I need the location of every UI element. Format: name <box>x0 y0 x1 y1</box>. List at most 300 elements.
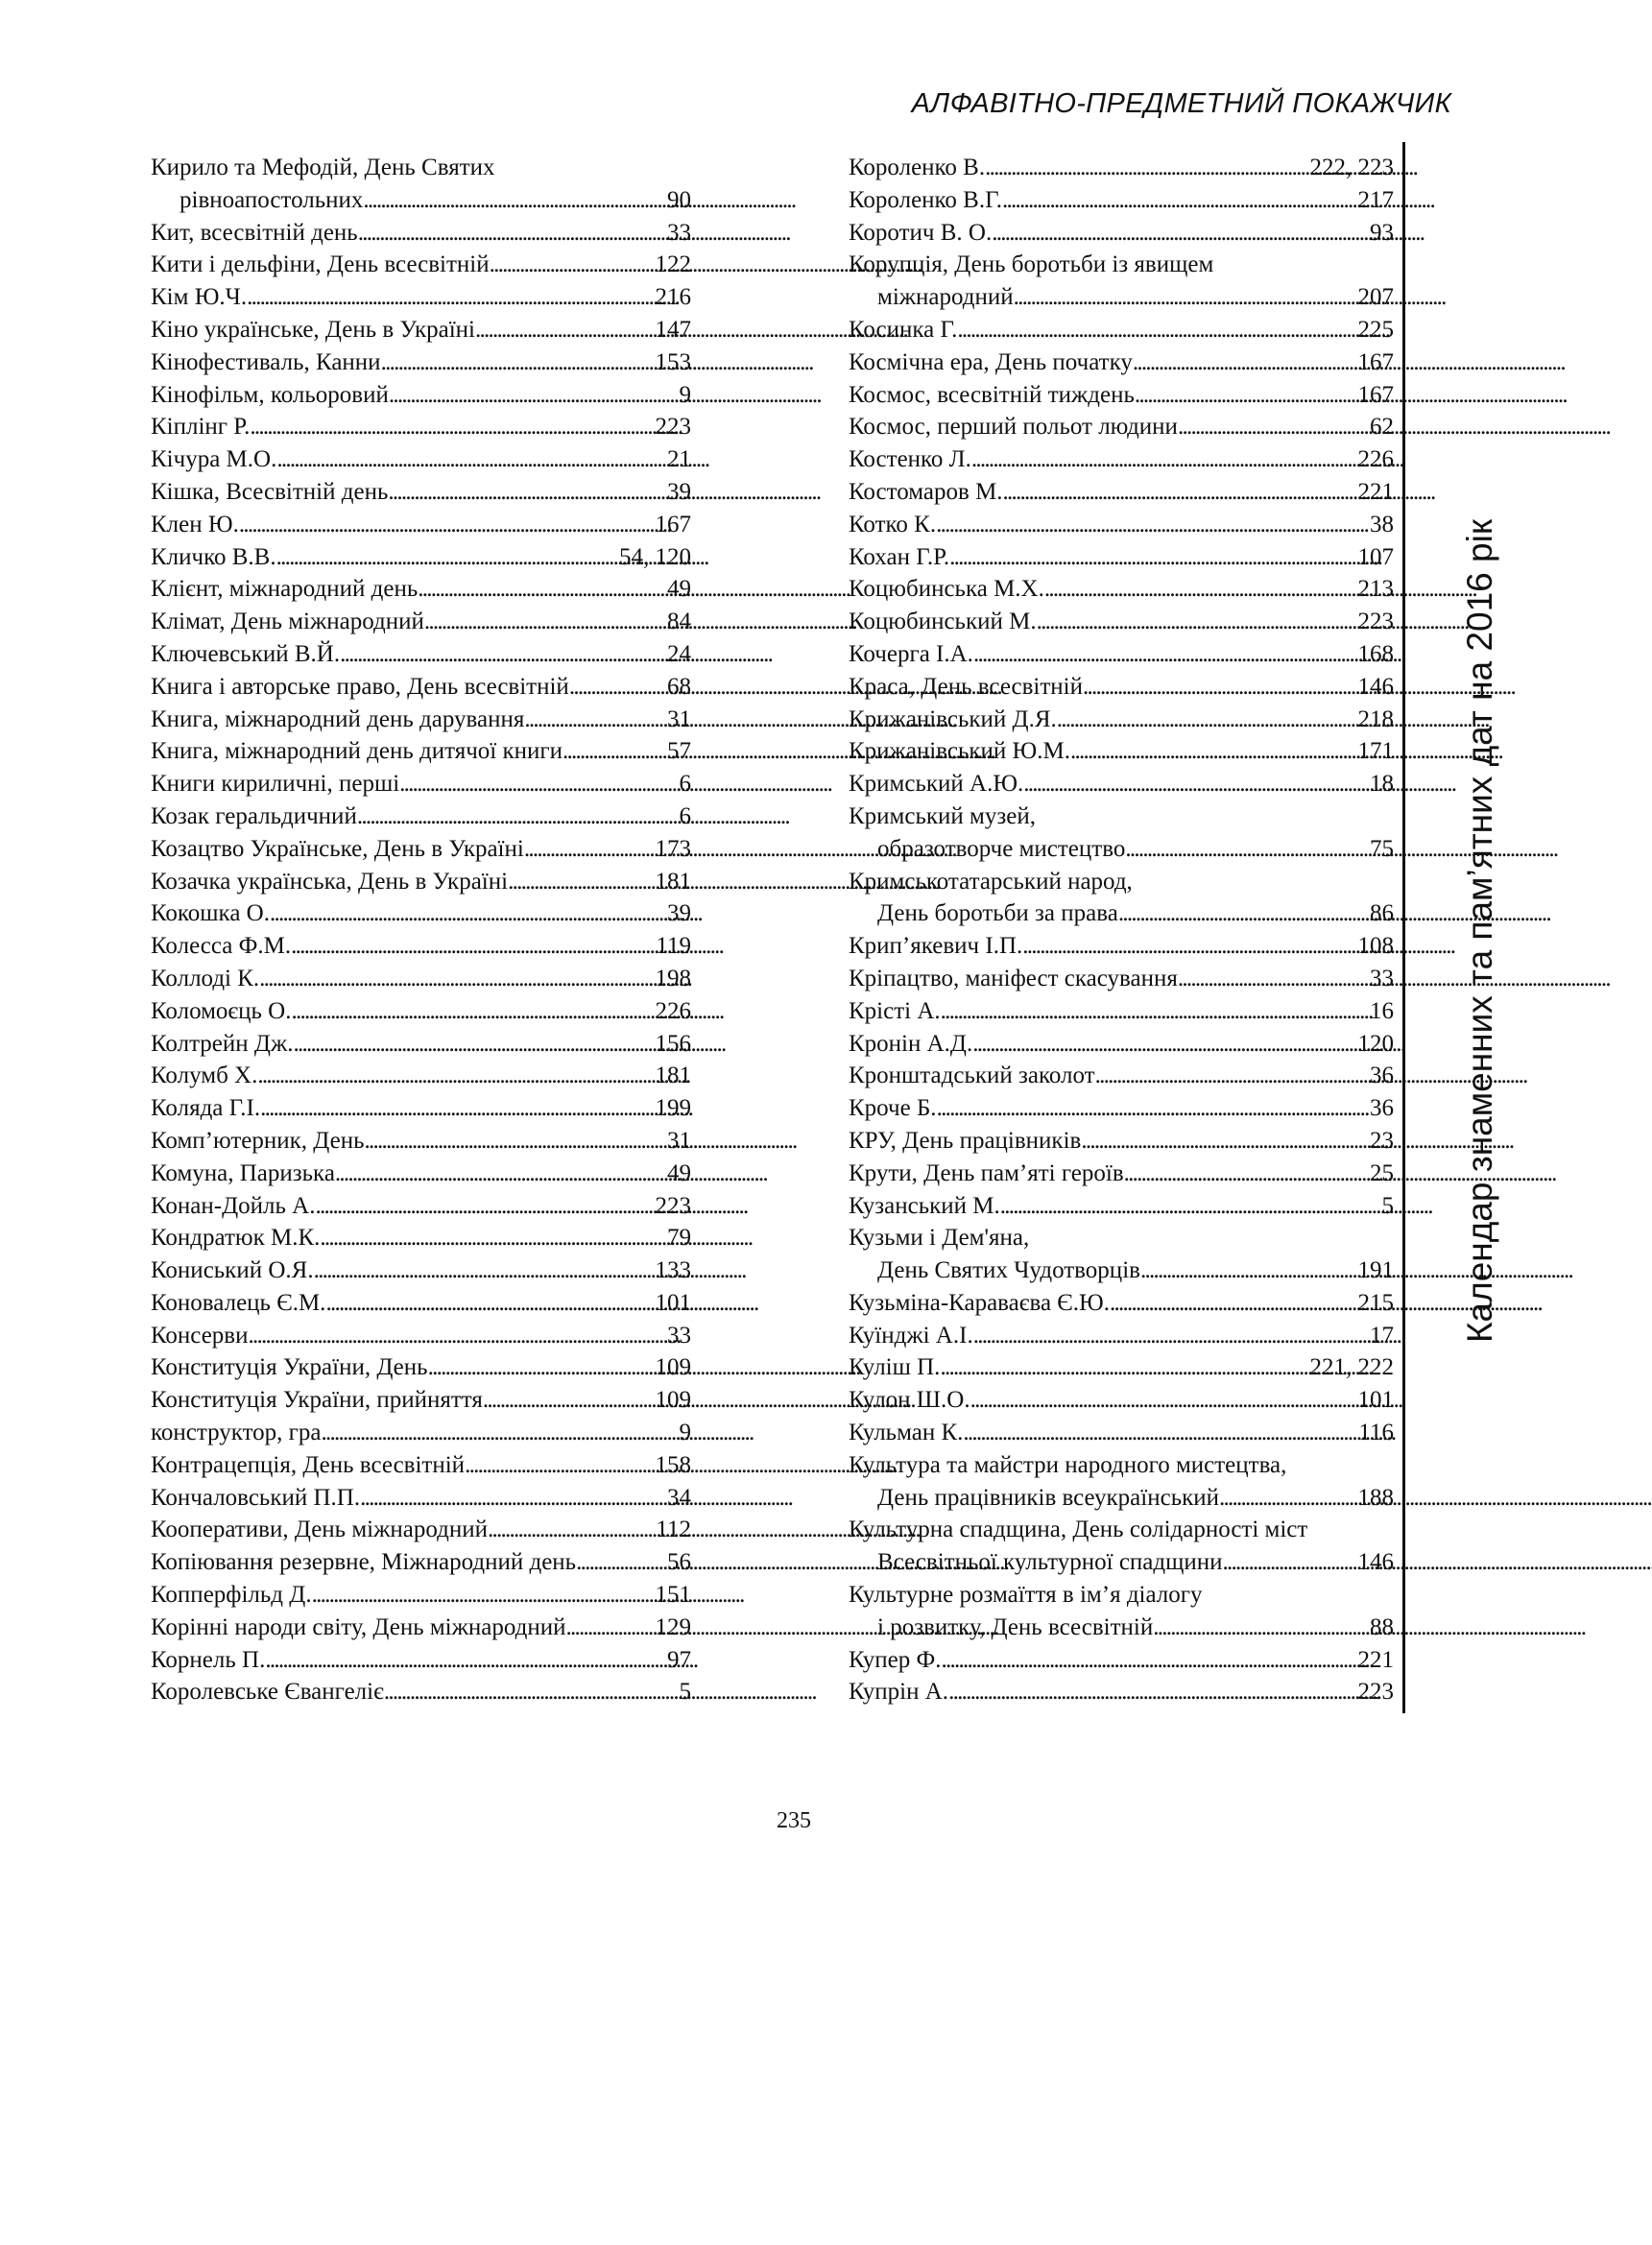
index-entry <box>151 443 691 476</box>
index-entry <box>849 735 1394 768</box>
index-entry-row <box>849 897 1394 930</box>
index-entry-term: Колтрейн Дж. <box>151 1030 294 1057</box>
index-entry <box>151 411 691 443</box>
dot-leader <box>363 184 667 217</box>
dot-leader <box>1140 1254 1358 1287</box>
index-entry-row <box>151 217 691 250</box>
index-entry-page: 147 <box>655 316 691 343</box>
dot-leader <box>418 573 667 606</box>
index-entry-term: Кити і дельфіни, День всесвітній <box>151 251 490 278</box>
index-entry <box>849 249 1394 314</box>
index-entry-row <box>849 346 1394 379</box>
index-entry-row <box>849 314 1394 346</box>
index-entry <box>151 897 691 930</box>
index-entry <box>849 1028 1394 1061</box>
dot-leader <box>315 1190 655 1223</box>
index-entry-row <box>151 1644 691 1677</box>
dot-leader <box>322 1417 680 1449</box>
index-entry-page: 54, 120 <box>619 543 691 570</box>
index-entry-term: Космічна ера, День початку <box>849 348 1133 375</box>
index-entry-term: Кузанський М. <box>849 1192 1000 1219</box>
index-entry-page: 167 <box>1357 348 1394 375</box>
index-entry-term: Кокошка О. <box>151 900 270 927</box>
index-entry-row <box>151 281 691 314</box>
index-entry <box>849 1320 1394 1352</box>
index-entry-row <box>151 411 691 443</box>
dot-leader <box>424 606 667 638</box>
index-entry-row <box>849 1158 1394 1190</box>
running-header: АЛФАВІТНО-ПРЕДМЕТНИЙ ПОКАЖЧИК <box>911 88 1451 119</box>
dot-leader <box>250 411 655 443</box>
index-entry-page: 88 <box>1370 1613 1394 1640</box>
index-entry-page: 36 <box>1370 1063 1394 1089</box>
index-entry <box>151 1092 691 1125</box>
dot-leader <box>1178 411 1370 443</box>
index-entry-term: Копперфільд Д. <box>151 1582 312 1609</box>
index-entry <box>849 1514 1394 1579</box>
dot-leader <box>294 1028 656 1061</box>
index-entry-term: Книга і авторське право, День всесвітній <box>151 673 569 700</box>
index-entry-row <box>151 1546 691 1579</box>
index-entry <box>151 1546 691 1579</box>
index-entry <box>849 606 1394 638</box>
index-entry-row <box>151 606 691 638</box>
index-entry-page: 101 <box>1357 1387 1394 1414</box>
index-entry-page: 167 <box>1357 381 1394 408</box>
index-entry <box>849 1222 1394 1287</box>
index-entry-term: Коломоєць О. <box>151 997 292 1024</box>
index-entry-row <box>151 704 691 736</box>
index-entry <box>151 281 691 314</box>
index-entry-row <box>151 1190 691 1223</box>
dot-leader <box>524 704 667 736</box>
index-entry-term: Корнель П. <box>151 1646 266 1673</box>
index-entry-term: Кім Ю.Ч. <box>151 284 248 311</box>
index-entry-row <box>849 704 1394 736</box>
dot-leader <box>265 1644 667 1677</box>
index-entry-term-line: Корупція, День боротьби із явищем <box>849 251 1214 278</box>
index-entry-page: 39 <box>667 900 691 927</box>
dot-leader <box>949 541 1357 574</box>
index-entry-term: Козак геральдичний <box>151 802 357 829</box>
index-entry-row <box>849 1612 1394 1644</box>
index-entry-term: Купрін А. <box>849 1679 949 1706</box>
index-entry <box>151 476 691 509</box>
index-entry-row <box>849 995 1394 1028</box>
index-entry-term-line: Кримськотатарський народ, <box>849 868 1133 895</box>
index-entry-page: 56 <box>667 1549 691 1576</box>
index-entry-term: Кончаловський П.П. <box>151 1484 361 1511</box>
index-entry-row <box>849 735 1394 768</box>
dot-leader <box>465 1449 655 1482</box>
index-entry-page: 226 <box>655 997 691 1024</box>
dot-leader <box>569 671 667 704</box>
index-entry <box>849 1287 1394 1320</box>
index-entry-term: Корінні народи світу, День міжнародний <box>151 1613 566 1640</box>
index-entry-page: 109 <box>655 1354 691 1381</box>
index-entry-page: 33 <box>1370 965 1394 991</box>
index-entry-term: Кронін А.Д. <box>849 1030 973 1057</box>
index-entry <box>151 1644 691 1677</box>
dot-leader <box>1095 1060 1370 1092</box>
index-entry-row <box>151 1579 691 1612</box>
index-entry-page: 36 <box>1370 1095 1394 1122</box>
index-entry <box>849 184 1394 217</box>
index-entry-row <box>151 184 691 217</box>
index-entry-row <box>849 1546 1394 1579</box>
dot-leader <box>276 443 667 476</box>
index-entry-page: 16 <box>1370 997 1394 1024</box>
dot-leader <box>325 1287 655 1320</box>
index-entry-page: 6 <box>679 802 691 829</box>
index-entry-page: 108 <box>1357 933 1394 960</box>
dot-leader <box>524 833 656 866</box>
index-entry-row <box>849 1417 1394 1449</box>
index-entry-term: Крип’якевич І.П. <box>849 933 1023 960</box>
index-entry-row <box>849 443 1394 476</box>
index-entry-page: 221, 222 <box>1309 1354 1394 1381</box>
index-entry-term: Космос, перший польот людини <box>849 414 1178 441</box>
index-entry-page: 33 <box>667 219 691 246</box>
index-entry <box>849 963 1394 995</box>
index-entry-row <box>151 249 691 281</box>
dot-leader <box>1223 1546 1358 1579</box>
index-entry-row <box>849 833 1394 866</box>
index-entry-row <box>849 1644 1394 1677</box>
index-entry-row <box>849 281 1394 314</box>
index-entry <box>151 541 691 574</box>
index-entry-row <box>151 443 691 476</box>
dot-leader <box>566 1612 656 1644</box>
index-entry <box>151 1579 691 1612</box>
index-entry-term: Кохан Г.Р. <box>849 543 950 570</box>
index-entry <box>849 1125 1394 1158</box>
index-entry <box>849 930 1394 963</box>
index-entry <box>151 995 691 1028</box>
index-entry-term: Кічура М.О. <box>151 446 277 473</box>
index-entry-page: 173 <box>655 835 691 862</box>
index-entry-term-line: Культурна спадщина, День солідарності міст <box>849 1517 1308 1543</box>
index-entry-term: Кріпацтво, маніфест скасування <box>849 965 1178 991</box>
index-entry-page: 112 <box>656 1517 691 1543</box>
page-number: 235 <box>777 1808 811 1833</box>
index-entry-page: 181 <box>655 1063 691 1089</box>
index-entry-term-line: Культурне розмаїття в ім’я діалогу <box>849 1582 1203 1609</box>
index-entry-term: Ключевський В.Й. <box>151 640 341 667</box>
dot-leader <box>992 217 1370 250</box>
index-entry-page: 221 <box>1357 1646 1394 1673</box>
index-entry-row <box>151 930 691 963</box>
index-entry-term: Кроче Б. <box>849 1095 937 1122</box>
index-entry-row <box>849 1028 1394 1061</box>
index-entry-page: 218 <box>1357 705 1394 732</box>
dot-leader <box>260 1092 655 1125</box>
index-entry <box>849 314 1394 346</box>
index-entry-term: Комп’ютерник, День <box>151 1127 365 1154</box>
index-entry-row <box>849 930 1394 963</box>
dot-leader <box>1178 963 1370 995</box>
dot-leader <box>483 1384 656 1417</box>
index-entry-term: Костомаров М. <box>849 478 1003 505</box>
dot-leader <box>259 963 655 995</box>
index-entry <box>151 606 691 638</box>
index-entry-row <box>849 768 1394 800</box>
dot-leader <box>985 152 1309 184</box>
index-entry-page: 181 <box>655 868 691 895</box>
dot-leader <box>312 1579 656 1612</box>
index-entry-row <box>151 509 691 541</box>
index-entry-term: Кониський О.Я. <box>151 1257 314 1284</box>
index-entry-term: Куліш П. <box>849 1354 941 1381</box>
dot-leader <box>320 1222 667 1254</box>
dot-leader <box>247 281 655 314</box>
dot-leader <box>381 346 656 379</box>
index-entry-row <box>151 1092 691 1125</box>
dot-leader <box>1219 1482 1358 1515</box>
index-entry-page: 222, 223 <box>1309 155 1394 180</box>
index-entry-term: Короленко В.Г. <box>849 186 1002 213</box>
index-entry-page: 97 <box>667 1646 691 1673</box>
index-entry-term: Косинка Г. <box>849 316 958 343</box>
index-entry-row <box>151 866 691 898</box>
index-entry-page: 6 <box>679 771 691 798</box>
index-entry-page: 223 <box>1357 1679 1394 1706</box>
index-entry <box>151 217 691 250</box>
side-book-title: Календар знаменних та пам’ятних дат на 2016 рік <box>1460 518 1499 1344</box>
index-entry-page: 62 <box>1370 414 1394 441</box>
index-entry <box>151 1351 691 1384</box>
index-entry <box>849 346 1394 379</box>
index-entry-page: 18 <box>1370 771 1394 798</box>
index-entry <box>849 638 1394 671</box>
index-entry-term: Коцюбинська М.Х. <box>849 576 1044 603</box>
index-entry-page: 225 <box>1357 316 1394 343</box>
index-entry-term: Колумб Х. <box>151 1063 258 1089</box>
index-entry-row <box>151 541 691 574</box>
index-entry-page: 57 <box>667 738 691 765</box>
index-entry <box>151 768 691 800</box>
dot-leader <box>948 1676 1357 1708</box>
index-entry-row <box>849 1320 1394 1352</box>
index-entry-term-line: Кримський музей, <box>849 802 1036 829</box>
index-entry <box>849 1351 1394 1384</box>
index-entry-row <box>849 1060 1394 1092</box>
dot-leader <box>972 1028 1357 1061</box>
index-entry-page: 79 <box>667 1225 691 1252</box>
index-entry-page: 49 <box>667 576 691 603</box>
index-entry <box>849 1417 1394 1449</box>
index-entry-row <box>849 1092 1394 1125</box>
index-entry-page: 171 <box>1357 738 1394 765</box>
index-entry-page: 34 <box>667 1484 691 1511</box>
index-entry-page: 93 <box>1370 219 1394 246</box>
index-entry-row <box>849 638 1394 671</box>
dot-leader <box>576 1546 667 1579</box>
index-entry-row <box>151 800 691 833</box>
index-entry-term: Королевське Євангеліє <box>151 1679 384 1706</box>
index-entry <box>849 1676 1394 1708</box>
index-entry-page: 216 <box>655 284 691 311</box>
index-entry-term: Краса, День всесвітній <box>849 673 1084 700</box>
index-entry <box>151 1514 691 1546</box>
index-entry-term: Коллоді К. <box>151 965 260 991</box>
dot-leader <box>428 1351 656 1384</box>
index-entry-row <box>849 411 1394 443</box>
index-entry <box>151 800 691 833</box>
index-entry <box>151 735 691 768</box>
dot-leader <box>1083 671 1357 704</box>
index-entry-row <box>151 1320 691 1352</box>
dot-leader <box>1037 606 1358 638</box>
index-entry-row <box>151 1384 691 1417</box>
index-entry-term: Кочерга І.А. <box>849 640 973 667</box>
index-entry <box>849 509 1394 541</box>
index-entry-term: Крижанівський Д.Я. <box>849 705 1057 732</box>
index-entry <box>151 1449 691 1482</box>
index-entry-row <box>849 217 1394 250</box>
dot-leader <box>358 217 667 250</box>
index-entry <box>849 411 1394 443</box>
index-entry-row <box>151 963 691 995</box>
index-entry <box>849 704 1394 736</box>
index-entry-page: 17 <box>1370 1322 1394 1349</box>
index-entry-page: 9 <box>679 1420 691 1446</box>
index-entry-term: Кулон Ш.О. <box>849 1387 970 1414</box>
index-entry <box>849 1644 1394 1677</box>
index-entry-row <box>849 1287 1394 1320</box>
index-entry-term: Крісті А. <box>849 997 941 1024</box>
index-entry-page: 223 <box>1357 609 1394 635</box>
index-entry-term: Кульман К. <box>849 1420 964 1446</box>
dot-leader <box>335 1158 667 1190</box>
dot-leader <box>1022 930 1357 963</box>
index-entry-term: Кузьміна-Караваєва Є.Ю. <box>849 1289 1110 1316</box>
index-entry-row <box>849 606 1394 638</box>
index-entry-page: 33 <box>667 1322 691 1349</box>
index-entry-page: 49 <box>667 1159 691 1186</box>
dot-leader <box>488 1514 656 1546</box>
dot-leader <box>957 314 1357 346</box>
index-entry-page: 129 <box>655 1613 691 1640</box>
index-entry <box>849 152 1394 184</box>
dot-leader <box>291 995 655 1028</box>
index-entry-row <box>151 314 691 346</box>
dot-leader <box>1057 704 1358 736</box>
index-entry-row <box>151 1351 691 1384</box>
index-entry-term: Кооперативи, День міжнародний <box>151 1517 488 1543</box>
index-entry-term: Кінофільм, кольоровий <box>151 381 389 408</box>
index-entry-term: Коротич В. О. <box>849 219 993 246</box>
dot-leader <box>940 1351 1309 1384</box>
index-entry-page: 167 <box>655 511 691 537</box>
index-entry-term: Кінофестиваль, Канни <box>151 348 381 375</box>
dot-leader <box>270 897 667 930</box>
index-entry-row <box>849 152 1394 184</box>
dot-leader <box>1153 1612 1370 1644</box>
dot-leader <box>1000 1190 1382 1223</box>
dot-leader <box>360 1482 667 1515</box>
dot-leader <box>941 995 1370 1028</box>
index-entry-term: КРУ, День працівників <box>849 1127 1082 1154</box>
index-entry-term: міжнародний <box>877 284 1014 311</box>
index-entry-term: образотворче мистецтво <box>877 835 1126 862</box>
index-entry-page: 68 <box>667 673 691 700</box>
dot-leader <box>239 509 656 541</box>
index-entry <box>151 249 691 281</box>
index-entry-term: рівноапостольних <box>180 186 364 213</box>
dot-leader <box>1135 379 1358 412</box>
index-entry-term: Котко К. <box>849 511 937 537</box>
index-entry-page: 86 <box>1370 900 1394 927</box>
index-entry-term: Конан-Дойль А. <box>151 1192 316 1219</box>
index-entry-row <box>151 897 691 930</box>
index-entry-row <box>849 184 1394 217</box>
index-entry-term: і розвитку, День всесвітній <box>877 1613 1154 1640</box>
index-entry-term: Крижанівський Ю.М. <box>849 738 1070 765</box>
index-entry-page: 23 <box>1370 1127 1394 1154</box>
dot-leader <box>340 638 667 671</box>
index-entry-row <box>151 1287 691 1320</box>
index-entry-row <box>849 476 1394 509</box>
index-entry-page: 158 <box>655 1451 691 1478</box>
index-entry-page: 25 <box>1370 1159 1394 1186</box>
dot-leader <box>1081 1125 1370 1158</box>
dot-leader <box>971 443 1358 476</box>
index-entry-term: Крути, День пам’яті героїв <box>849 1159 1124 1186</box>
index-entry <box>849 573 1394 606</box>
index-entry <box>151 1320 691 1352</box>
index-entry-page: 90 <box>667 186 691 213</box>
dot-leader <box>1118 897 1370 930</box>
index-entry-row <box>849 1384 1394 1417</box>
index-entry-term: Консерви <box>151 1322 249 1349</box>
index-entry <box>151 866 691 898</box>
index-entry <box>151 963 691 995</box>
dot-leader <box>384 1676 680 1708</box>
index-entry <box>849 1384 1394 1417</box>
dot-leader <box>973 638 1358 671</box>
dot-leader <box>973 1320 1370 1352</box>
index-entry-row <box>151 346 691 379</box>
index-entry <box>151 704 691 736</box>
index-entry-row <box>151 476 691 509</box>
dot-leader <box>276 541 619 574</box>
index-entry <box>151 1384 691 1417</box>
index-entry-row <box>151 638 691 671</box>
dot-leader <box>399 768 679 800</box>
index-entry <box>151 1612 691 1644</box>
index-entry-row <box>151 1482 691 1515</box>
index-entry-row <box>849 573 1394 606</box>
index-entry-page: 119 <box>656 933 691 960</box>
index-entry-row <box>151 1254 691 1287</box>
index-entry-row <box>849 1125 1394 1158</box>
dot-leader <box>1023 768 1370 800</box>
index-entry <box>849 1449 1394 1515</box>
index-entry-page: 153 <box>655 348 691 375</box>
index-entry-term: Козачка українська, День в Україні <box>151 868 509 895</box>
dot-leader <box>490 249 656 281</box>
vertical-rule <box>1402 142 1405 1713</box>
index-entry-row <box>151 1676 691 1708</box>
index-entry-term: Копіювання резервне, Міжнародний день <box>151 1549 577 1576</box>
index-entry-term-line: Культура та майстри народного мистецтва, <box>849 1451 1287 1478</box>
dot-leader <box>389 379 680 412</box>
index-entry <box>151 1222 691 1254</box>
index-entry-page: 21 <box>667 446 691 473</box>
index-entry-term: Книга, міжнародний день дарування <box>151 705 525 732</box>
index-entry-term: Купер Ф. <box>849 1646 942 1673</box>
